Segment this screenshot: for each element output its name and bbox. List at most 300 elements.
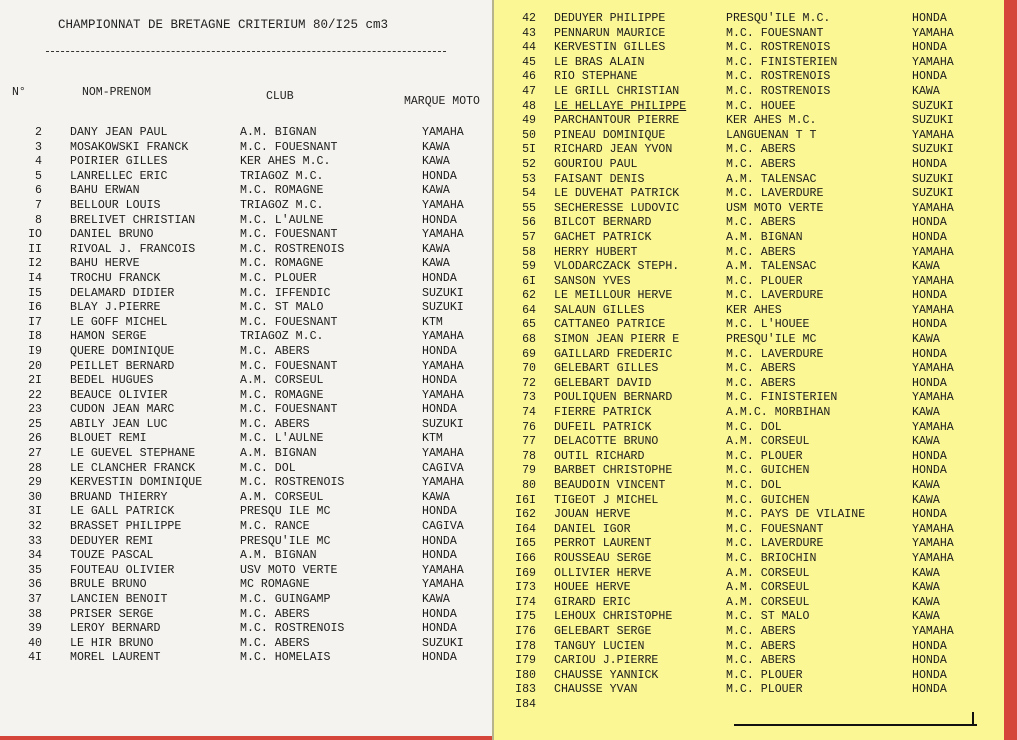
table-row xyxy=(0,287,492,302)
club-name: A.M. CORSEUL xyxy=(240,374,324,388)
entry-number: 56 xyxy=(522,216,536,230)
club-name: M.C. DOL xyxy=(726,479,782,492)
motorcycle-make: HONDA xyxy=(912,449,947,463)
club-name: M.C. PLOUER xyxy=(726,449,803,463)
left-entries-table xyxy=(0,126,492,666)
motorcycle-make: KAWA xyxy=(912,84,940,98)
entry-number: 6 xyxy=(35,184,42,198)
table-row xyxy=(0,491,492,506)
club-name: KER AHES xyxy=(726,303,782,317)
motorcycle-make: KAWA xyxy=(422,257,450,271)
table-row xyxy=(0,360,492,375)
club-name: M.C. FINISTERIEN xyxy=(726,391,838,405)
table-row xyxy=(494,537,1017,552)
entry-number: 4 xyxy=(35,155,42,169)
club-name: M.C. ABERS xyxy=(240,607,310,621)
motorcycle-make: KAWA xyxy=(422,140,450,154)
club-name: M.C. FOUESNANT xyxy=(240,228,338,242)
rider-name: SIMON JEAN PIERR E xyxy=(554,333,680,347)
entry-number: I69 xyxy=(515,566,536,580)
table-row xyxy=(494,581,1017,596)
entry-number: 22 xyxy=(28,388,42,402)
entry-number: 5 xyxy=(35,169,42,183)
table-row xyxy=(0,505,492,520)
entry-number: 4I xyxy=(28,651,42,665)
entry-number: 46 xyxy=(522,70,536,84)
club-name: M.C. DOL xyxy=(726,420,782,434)
rider-name: FIERRE PATRICK xyxy=(554,406,652,420)
motorcycle-make: KAWA xyxy=(912,333,940,347)
motorcycle-make: YAMAHA xyxy=(912,551,954,565)
table-row xyxy=(494,202,1017,217)
club-name: MC ROMAGNE xyxy=(240,578,310,592)
rider-name: DEDUYER REMI xyxy=(70,534,154,548)
table-row xyxy=(494,70,1017,85)
motorcycle-make: KAWA xyxy=(912,610,940,624)
club-name: M.C. DOL xyxy=(240,461,296,475)
club-name: M.C. FOUESNANT xyxy=(726,522,824,536)
rider-name: BEAUCE OLIVIER xyxy=(70,388,168,402)
table-row xyxy=(0,199,492,214)
motorcycle-make: HONDA xyxy=(422,622,457,636)
table-row xyxy=(0,301,492,316)
table-row xyxy=(0,637,492,652)
club-name: PRESQU'ILE M.C. xyxy=(726,12,831,25)
motorcycle-make: HONDA xyxy=(422,607,457,621)
club-name: A.M. BIGNAN xyxy=(240,549,317,563)
right-entries-table xyxy=(494,12,1017,713)
rider-name: HOUEE HERVE xyxy=(554,581,631,595)
entry-number: 68 xyxy=(522,333,536,347)
table-row xyxy=(0,549,492,564)
rider-name: KERVESTIN DOMINIQUE xyxy=(70,476,203,490)
rider-name: OUTIL RICHARD xyxy=(554,449,645,463)
motorcycle-make: HONDA xyxy=(912,668,947,682)
table-row xyxy=(494,231,1017,246)
table-row xyxy=(494,596,1017,611)
table-row xyxy=(0,374,492,389)
motorcycle-make: KAWA xyxy=(422,155,450,169)
club-name: M.C. ROSTRENOIS xyxy=(240,242,345,256)
motorcycle-make: SUZUKI xyxy=(912,187,954,201)
motorcycle-make: KAWA xyxy=(912,260,940,274)
table-row xyxy=(0,447,492,462)
entry-number: 53 xyxy=(522,172,536,186)
entry-number: 50 xyxy=(522,128,536,142)
entry-number: 70 xyxy=(522,362,536,376)
rider-name: BRULE BRUNO xyxy=(70,578,147,592)
table-row xyxy=(494,654,1017,669)
club-name: M.C. ROSTRENOIS xyxy=(240,622,345,636)
club-name: A.M. CORSEUL xyxy=(726,595,810,609)
table-row xyxy=(494,158,1017,173)
motorcycle-make: YAMAHA xyxy=(912,420,954,434)
rider-name: PEILLET BERNARD xyxy=(70,359,175,373)
table-row xyxy=(494,173,1017,188)
table-row xyxy=(0,184,492,199)
club-name: M.C. ABERS xyxy=(726,143,796,157)
club-name: KER AHES M.C. xyxy=(240,155,331,169)
club-name: M.C. HOUEE xyxy=(726,99,796,113)
table-row xyxy=(494,552,1017,567)
table-row xyxy=(0,535,492,550)
rider-name: LE GOFF MICHEL xyxy=(70,315,168,329)
left-page xyxy=(0,0,492,740)
motorcycle-make: KTM xyxy=(422,432,443,446)
table-row xyxy=(494,421,1017,436)
motorcycle-make: HONDA xyxy=(422,169,457,183)
club-name: M.C. LAVERDURE xyxy=(726,187,824,201)
entry-number: 59 xyxy=(522,260,536,274)
entry-number: 43 xyxy=(522,26,536,40)
rider-name: TROCHU FRANCK xyxy=(70,271,161,285)
entry-number: 65 xyxy=(522,318,536,332)
motorcycle-make: KAWA xyxy=(422,242,450,256)
motorcycle-make: YAMAHA xyxy=(422,578,464,592)
table-row xyxy=(494,479,1017,494)
table-row xyxy=(0,432,492,447)
motorcycle-make: CAGIVA xyxy=(422,461,464,475)
club-name: M.C. FOUESNANT xyxy=(240,359,338,373)
club-name: TRIAGOZ M.C. xyxy=(240,198,324,212)
table-row xyxy=(494,289,1017,304)
rider-name: MOSAKOWSKI FRANCK xyxy=(70,140,189,154)
motorcycle-make: HONDA xyxy=(422,213,457,227)
club-name: M.C. ABERS xyxy=(726,654,796,668)
motorcycle-make: SUZUKI xyxy=(912,99,954,113)
rider-name: TANGUY LUCIEN xyxy=(554,639,645,653)
rider-name: SANSON YVES xyxy=(554,274,631,288)
motorcycle-make: HONDA xyxy=(912,654,947,668)
club-name: M.C. FOUESNANT xyxy=(240,315,338,329)
entry-number: I83 xyxy=(515,683,536,697)
entry-number: 36 xyxy=(28,578,42,592)
motorcycle-make: YAMAHA xyxy=(422,330,464,344)
motorcycle-make: HONDA xyxy=(422,271,457,285)
table-row xyxy=(0,126,492,141)
club-name: M.C. L'AULNE xyxy=(240,213,324,227)
rider-name: LANCIEN BENOIT xyxy=(70,593,168,606)
motorcycle-make: KTM xyxy=(422,315,443,329)
entry-number: 7 xyxy=(35,198,42,212)
entry-number: 2 xyxy=(35,126,42,139)
rider-name: DANIEL IGOR xyxy=(554,522,631,536)
entry-number: I6 xyxy=(28,301,42,315)
rider-name: BEDEL HUGUES xyxy=(70,374,154,388)
table-row xyxy=(494,246,1017,261)
motorcycle-make: HONDA xyxy=(422,344,457,358)
rider-name: GELEBART SERGE xyxy=(554,624,652,638)
header-club: CLUB xyxy=(266,90,294,103)
entry-number: 72 xyxy=(522,376,536,390)
club-name: M.C. ROSTRENOIS xyxy=(726,84,831,98)
entry-number: I8 xyxy=(28,330,42,344)
rider-name: GAILLARD FREDERIC xyxy=(554,347,673,361)
entry-number: 8 xyxy=(35,213,42,227)
rider-name: POULIQUEN BERNARD xyxy=(554,391,673,405)
club-name: A.M. CORSEUL xyxy=(726,435,810,449)
motorcycle-make: HONDA xyxy=(912,41,947,55)
club-name: KER AHES M.C. xyxy=(726,114,817,128)
rider-name: RIO STEPHANE xyxy=(554,70,638,84)
entry-number: 28 xyxy=(28,461,42,475)
club-name: M.C. L'HOUEE xyxy=(726,318,810,332)
table-row xyxy=(494,12,1017,27)
motorcycle-make: YAMAHA xyxy=(912,128,954,142)
entry-number: 37 xyxy=(28,593,42,606)
rider-name: GELEBART DAVID xyxy=(554,376,652,390)
rider-name: BLAY J.PIERRE xyxy=(70,301,161,315)
motorcycle-make: HONDA xyxy=(422,505,457,519)
table-row xyxy=(494,406,1017,421)
entry-number: I9 xyxy=(28,344,42,358)
club-name: M.C. ROSTRENOIS xyxy=(726,41,831,55)
rider-name: BLOUET REMI xyxy=(70,432,147,446)
entry-number: 39 xyxy=(28,622,42,636)
motorcycle-make: KAWA xyxy=(912,479,940,492)
entry-number: I2 xyxy=(28,257,42,271)
motorcycle-make: SUZUKI xyxy=(912,172,954,186)
entry-number: I5 xyxy=(28,286,42,300)
motorcycle-make: YAMAHA xyxy=(912,245,954,259)
club-name: M.C. ABERS xyxy=(726,376,796,390)
table-row xyxy=(494,260,1017,275)
red-edge-strip xyxy=(1004,0,1017,740)
club-name: M.C. ROMAGNE xyxy=(240,184,324,198)
entry-number: 77 xyxy=(522,435,536,449)
rider-name: OLLIVIER HERVE xyxy=(554,566,652,580)
club-name: M.C. ABERS xyxy=(726,639,796,653)
rider-name: LE CLANCHER FRANCK xyxy=(70,461,196,475)
rider-name: ROUSSEAU SERGE xyxy=(554,551,652,565)
entry-number: 25 xyxy=(28,417,42,431)
entry-number: 40 xyxy=(28,636,42,650)
entry-number: 64 xyxy=(522,303,536,317)
club-name: M.C. PAYS DE VILAINE xyxy=(726,508,866,522)
club-name: M.C. IFFENDIC xyxy=(240,286,331,300)
entry-number: I4 xyxy=(28,271,42,285)
club-name: M.C. HOMELAIS xyxy=(240,651,331,665)
motorcycle-make: YAMAHA xyxy=(422,388,464,402)
table-row xyxy=(494,464,1017,479)
entry-number: 74 xyxy=(522,406,536,420)
motorcycle-make: YAMAHA xyxy=(912,55,954,69)
right-page xyxy=(494,0,1017,740)
table-row xyxy=(494,333,1017,348)
club-name: A.M.C. MORBIHAN xyxy=(726,406,831,420)
table-row xyxy=(494,100,1017,115)
club-name: M.C. FINISTERIEN xyxy=(726,55,838,69)
rider-name: LE GUEVEL STEPHANE xyxy=(70,447,196,461)
club-name: M.C. FOUESNANT xyxy=(726,26,824,40)
entry-number: I6I xyxy=(515,493,536,507)
club-name: M.C. LAVERDURE xyxy=(726,347,824,361)
entry-number: 80 xyxy=(522,479,536,492)
rider-name: QUERE DOMINIQUE xyxy=(70,344,175,358)
rider-name: CARIOU J.PIERRE xyxy=(554,654,659,668)
table-row xyxy=(494,362,1017,377)
entry-number: I62 xyxy=(515,508,536,522)
rider-name: LE DUVEHAT PATRICK xyxy=(554,187,680,201)
table-row xyxy=(0,593,492,608)
entry-number: 3 xyxy=(35,140,42,154)
rider-name: POIRIER GILLES xyxy=(70,155,168,169)
rider-name: DANY JEAN PAUL xyxy=(70,126,168,139)
motorcycle-make: YAMAHA xyxy=(912,274,954,288)
motorcycle-make: HONDA xyxy=(912,318,947,332)
entry-number: I79 xyxy=(515,654,536,668)
table-row xyxy=(0,330,492,345)
motorcycle-make: SUZUKI xyxy=(912,114,954,128)
club-name: TRIAGOZ M.C. xyxy=(240,169,324,183)
rider-name: CATTANEO PATRICE xyxy=(554,318,666,332)
table-row xyxy=(494,683,1017,698)
entry-number: 27 xyxy=(28,447,42,461)
table-row xyxy=(494,187,1017,202)
motorcycle-make: YAMAHA xyxy=(422,198,464,212)
entry-number: 6I xyxy=(522,274,536,288)
rider-name: SALAUN GILLES xyxy=(554,303,645,317)
motorcycle-make: SUZUKI xyxy=(422,417,464,431)
club-name: M.C. BRIOCHIN xyxy=(726,551,817,565)
club-name: A.M. BIGNAN xyxy=(240,126,317,139)
entry-number: I7 xyxy=(28,315,42,329)
rider-name: FAISANT DENIS xyxy=(554,172,645,186)
entry-number: 54 xyxy=(522,187,536,201)
rider-name: GOURIOU PAUL xyxy=(554,157,638,171)
entry-number: 57 xyxy=(522,230,536,244)
motorcycle-make: YAMAHA xyxy=(422,228,464,242)
table-row xyxy=(0,257,492,272)
table-row xyxy=(0,243,492,258)
motorcycle-make: KAWA xyxy=(912,493,940,507)
motorcycle-make: YAMAHA xyxy=(422,447,464,461)
motorcycle-make: YAMAHA xyxy=(422,126,464,139)
club-name: M.C. ABERS xyxy=(240,417,310,431)
motorcycle-make: HONDA xyxy=(912,683,947,697)
motorcycle-make: CAGIVA xyxy=(422,520,464,534)
entry-number: 38 xyxy=(28,607,42,621)
club-name: M.C. LAVERDURE xyxy=(726,537,824,551)
entry-number: I65 xyxy=(515,537,536,551)
entry-number: I75 xyxy=(515,610,536,624)
table-row xyxy=(494,216,1017,231)
club-name: TRIAGOZ M.C. xyxy=(240,330,324,344)
club-name: M.C. FOUESNANT xyxy=(240,140,338,154)
motorcycle-make: YAMAHA xyxy=(912,537,954,551)
entry-number: II xyxy=(28,242,42,256)
rider-name: DELAMARD DIDIER xyxy=(70,286,175,300)
club-name: M.C. L'AULNE xyxy=(240,432,324,446)
rider-name: PERROT LAURENT xyxy=(554,537,652,551)
entry-number: 5I xyxy=(522,143,536,157)
table-row xyxy=(494,41,1017,56)
club-name: A.M. TALENSAC xyxy=(726,172,817,186)
entry-number: 26 xyxy=(28,432,42,446)
club-name: M.C. RANCE xyxy=(240,520,310,534)
rider-name: SECHERESSE LUDOVIC xyxy=(554,201,680,215)
motorcycle-make: SUZUKI xyxy=(422,286,464,300)
table-row xyxy=(0,476,492,491)
entry-number: 73 xyxy=(522,391,536,405)
entry-number: 58 xyxy=(522,245,536,259)
motorcycle-make: HONDA xyxy=(422,403,457,417)
entry-number: 62 xyxy=(522,289,536,303)
table-row xyxy=(494,143,1017,158)
club-name: M.C. GUINGAMP xyxy=(240,593,331,606)
rider-name: MOREL LAURENT xyxy=(70,651,161,665)
rider-name: HERRY HUBERT xyxy=(554,245,638,259)
club-name: M.C. ABERS xyxy=(726,216,796,230)
header-make: MARQUE MOTO xyxy=(404,95,480,108)
table-row xyxy=(0,403,492,418)
club-name: PRESQU ILE MC xyxy=(240,505,331,519)
entry-number: 42 xyxy=(522,12,536,25)
bottom-rule xyxy=(734,724,977,726)
table-row xyxy=(494,610,1017,625)
rider-name: HAMON SERGE xyxy=(70,330,147,344)
motorcycle-make: YAMAHA xyxy=(912,391,954,405)
club-name: PRESQU'ILE MC xyxy=(726,333,817,347)
table-row xyxy=(0,520,492,535)
rider-name: PINEAU DOMINIQUE xyxy=(554,128,666,142)
motorcycle-make: SUZUKI xyxy=(422,301,464,315)
club-name: USV MOTO VERTE xyxy=(240,563,338,577)
motorcycle-make: HONDA xyxy=(422,374,457,388)
page-title: CHAMPIONNAT DE BRETAGNE CRITERIUM 80/I25 cm3 xyxy=(58,18,389,32)
club-name: M.C. LAVERDURE xyxy=(726,289,824,303)
motorcycle-make: KAWA xyxy=(912,435,940,449)
rider-name: LE HIR BRUNO xyxy=(70,636,154,650)
table-row xyxy=(0,608,492,623)
rider-name: DELACOTTE BRUNO xyxy=(554,435,659,449)
entry-number: I64 xyxy=(515,522,536,536)
club-name: M.C. ABERS xyxy=(240,344,310,358)
club-name: M.C. ABERS xyxy=(726,624,796,638)
motorcycle-make: KAWA xyxy=(912,595,940,609)
table-row xyxy=(494,508,1017,523)
entry-number: I76 xyxy=(515,624,536,638)
header-number: N° xyxy=(12,86,26,99)
motorcycle-make: YAMAHA xyxy=(912,26,954,40)
club-name: M.C. PLOUER xyxy=(726,274,803,288)
rider-name: GIRARD ERIC xyxy=(554,595,631,609)
motorcycle-make: HONDA xyxy=(422,651,457,665)
rider-name: DANIEL BRUNO xyxy=(70,228,154,242)
table-row xyxy=(0,316,492,331)
rider-name: TOUZE PASCAL xyxy=(70,549,154,563)
table-row xyxy=(0,578,492,593)
red-edge xyxy=(0,736,492,740)
entry-number: 79 xyxy=(522,464,536,478)
rider-name: BRELIVET CHRISTIAN xyxy=(70,213,196,227)
club-name: M.C. ROMAGNE xyxy=(240,388,324,402)
entry-number: 55 xyxy=(522,201,536,215)
entry-number: 29 xyxy=(28,476,42,490)
table-row xyxy=(0,228,492,243)
table-row xyxy=(494,114,1017,129)
motorcycle-make: YAMAHA xyxy=(912,303,954,317)
table-row xyxy=(494,698,1017,713)
entry-number: 32 xyxy=(28,520,42,534)
table-row xyxy=(0,345,492,360)
motorcycle-make: YAMAHA xyxy=(912,201,954,215)
table-row xyxy=(494,27,1017,42)
entry-number: 78 xyxy=(522,449,536,463)
club-name: M.C. FOUESNANT xyxy=(240,403,338,417)
entry-number: 23 xyxy=(28,403,42,417)
table-row xyxy=(494,348,1017,363)
